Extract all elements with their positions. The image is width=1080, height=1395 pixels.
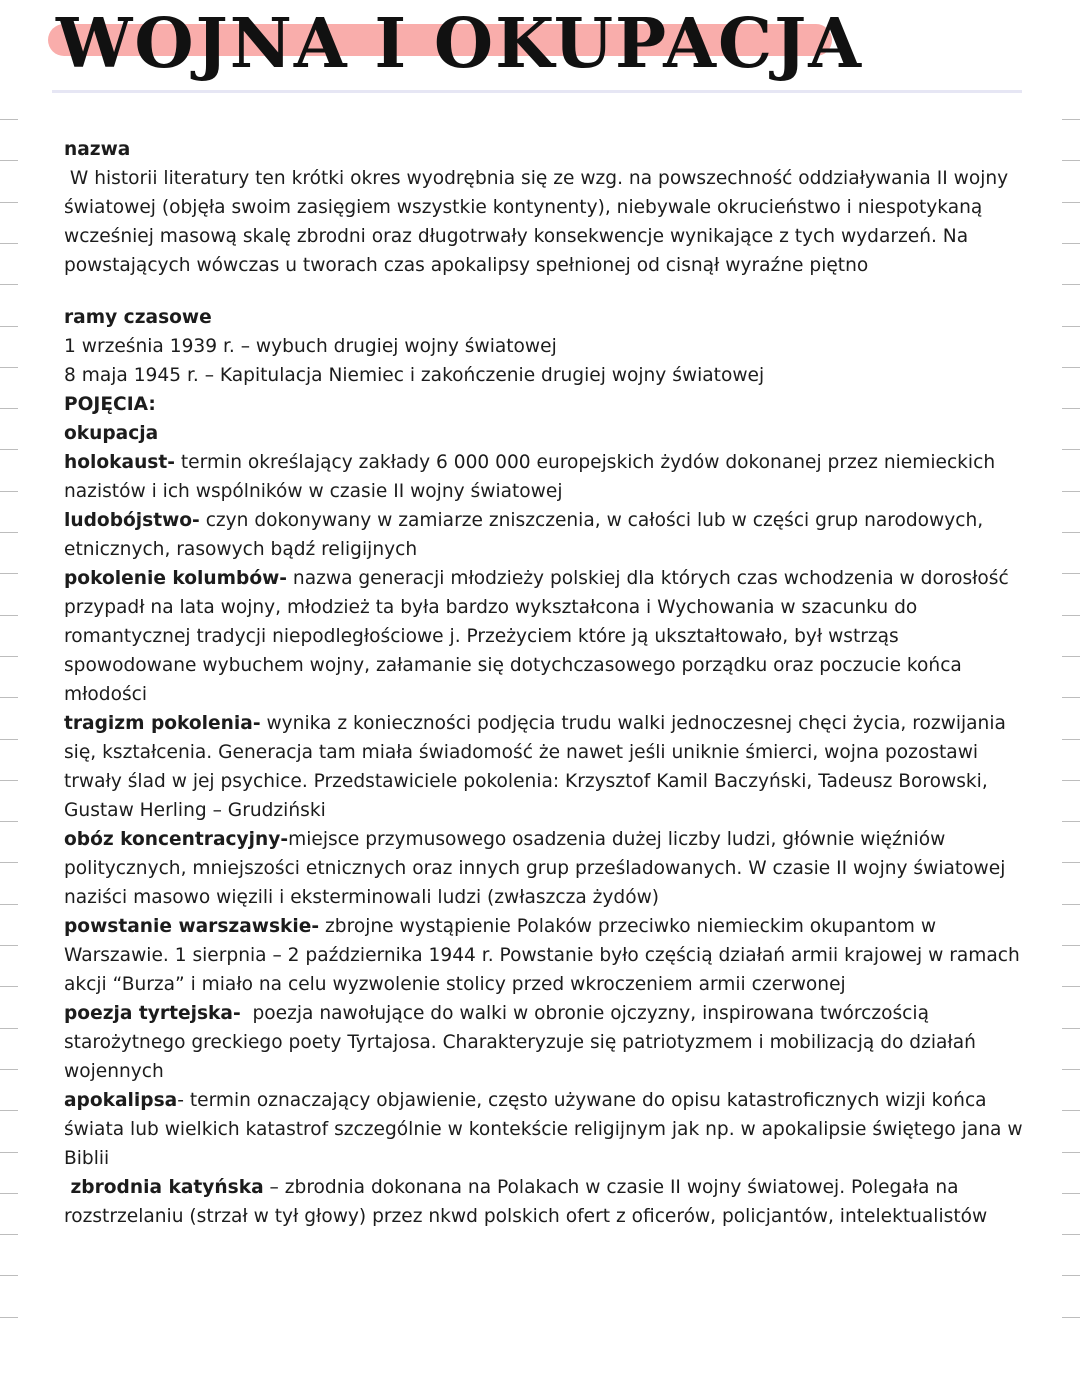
- margin-tick: [1062, 904, 1080, 905]
- margin-tick: [1062, 532, 1080, 533]
- margin-tick: [1062, 449, 1080, 450]
- margin-tick: [1062, 160, 1080, 161]
- section-label-nazwa: [64, 135, 1030, 164]
- ramy-line-2: 8 maja 1945 r. – Kapitulacja Niemiec i zakończenie drugiej wojny światowej: [64, 365, 765, 386]
- margin-tick: [0, 243, 18, 244]
- margin-tick: [1062, 1152, 1080, 1153]
- margin-tick: [1062, 656, 1080, 657]
- page-title: WOJNA I OKUPACJA: [56, 4, 864, 84]
- label-text: POJĘCIA:: [64, 394, 156, 415]
- margin-tick: [0, 1317, 18, 1318]
- ramy-line-1: 1 września 1939 r. – wybuch drugiej wojny światowej: [64, 336, 557, 357]
- term-name: pokolenie kolumbów-: [64, 568, 288, 589]
- margin-tick: [0, 326, 18, 327]
- term-entry: [64, 448, 1030, 506]
- margin-tick: [1062, 1234, 1080, 1235]
- margin-tick: [0, 697, 18, 698]
- margin-tick: [0, 284, 18, 285]
- margin-tick: [0, 1069, 18, 1070]
- term-definition: - termin oznaczający objawienie, często używane do opisu katastroficznych wizji końca świata lub wielkich katastrof szczególnie w kontekście religijnym jak np. w apokalipsie świętego jana w Biblii: [64, 1090, 1029, 1169]
- section-label-pojecia: [64, 390, 1030, 419]
- margin-tick: [0, 986, 18, 987]
- margin-tick: [0, 821, 18, 822]
- margin-tick: [0, 449, 18, 450]
- margin-tick: [1062, 862, 1080, 863]
- margin-tick: [1062, 1110, 1080, 1111]
- title-block: [48, 0, 864, 90]
- term-entry: [64, 999, 1030, 1086]
- margin-tick: [0, 1110, 18, 1111]
- margin-tick: [1062, 284, 1080, 285]
- margin-tick: [0, 1275, 18, 1276]
- margin-tick: [1062, 697, 1080, 698]
- margin-tick: [0, 573, 18, 574]
- margin-tick: [1062, 202, 1080, 203]
- nazwa-paragraph: W historii literatury ten krótki okres wyodrębnia się ze wzg. na powszechność oddziaływania II wojny światowej (objęła swoim zasięgiem wszystkie kontynenty), niebywale okrucieństwo i niespotykaną wcześniej masową skalę zbrodni oraz długotrwały konsekwencje wynikające z tych wydarzeń. Na powstających wówczas u tworach czas apokalipsy spełnionej od cisnął wyraźne piętno: [64, 168, 1015, 276]
- margin-tick: [0, 656, 18, 657]
- margin-tick: [0, 1193, 18, 1194]
- section-label-ramy: [64, 303, 1030, 332]
- margin-tick: [0, 1234, 18, 1235]
- term-entry: [64, 709, 1030, 825]
- margin-tick: [1062, 945, 1080, 946]
- margin-tick: [1062, 1028, 1080, 1029]
- margin-tick: [1062, 119, 1080, 120]
- term-definition: poezja nawołujące do walki w obronie ojczyzny, inspirowana twórczością starożytnego greckiego poety Tyrtajosa. Charakteryzuje się patriotyzmem i mobilizacją do działań wojennych: [64, 1003, 982, 1082]
- term-definition: termin określający zakłady 6 000 000 europejskich żydów dokonanej przez niemieckich nazistów i ich wspólników w czasie II wojny światowej: [64, 452, 1002, 502]
- term-definition: – zbrodnia dokonana na Polakach w czasie II wojny światowej. Polegała na rozstrzelaniu (strzał w tył głowy) przez nkwd polskich ofert z oficerów, policjantów, intelektualistów: [64, 1177, 988, 1227]
- margin-tick: [1062, 780, 1080, 781]
- term-definition: miejsce przymusowego osadzenia dużej liczby ludzi, głównie więźniów politycznych, mniejszości etnicznych oraz innych grup prześladowanych. W czasie II wojny światowej naziści masowo więzili i eksterminowali ludzi (zwłaszcza żydów): [64, 829, 1012, 908]
- term-definition: wynika z konieczności podjęcia trudu walki jednoczesnej chęci życia, rozwijania się, kształcenia. Generacja tam miała świadomość że nawet jeśli uniknie śmierci, wojna pozostawi trwały ślad w jej psychice. Przedstawiciele pokolenia: Krzysztof Kamil Baczyński, Tadeusz Borowski, Gustaw Herling – Grudziński: [64, 713, 1012, 821]
- term-entry: [64, 506, 1030, 564]
- margin-tick: [0, 367, 18, 368]
- term-entry: [64, 564, 1030, 709]
- term-entry: [64, 1086, 1030, 1173]
- title-divider: [52, 90, 1022, 93]
- term-name: okupacja: [64, 423, 159, 444]
- margin-tick: [1062, 491, 1080, 492]
- margin-tick: [1062, 821, 1080, 822]
- term-name: obóz koncentracyjny-: [64, 829, 289, 850]
- margin-tick: [1062, 1317, 1080, 1318]
- term-definition: nazwa generacji młodzieży polskiej dla których czas wchodzenia w dorosłość przypadł na lata wojny, młodzież ta była bardzo wykształcona i Wychowania w szacunku do romantycznej tradycji niepodległościowe j. Przeżyciem które ją ukształtowało, był wstrząs spowodowane wybuchem wojny, załamanie się dotychczasowego porządku oraz poczucie końca młodości: [64, 568, 1015, 705]
- term-name: ludobójstwo-: [64, 510, 200, 531]
- margin-tick: [1062, 573, 1080, 574]
- margin-tick: [0, 160, 18, 161]
- terms-list: [64, 419, 1030, 1231]
- margin-tick: [1062, 615, 1080, 616]
- margin-tick: [0, 491, 18, 492]
- term-definition: zbrojne wystąpienie Polaków przeciwko niemieckim okupantom w Warszawie. 1 sierpnia – 2 października 1944 r. Powstanie było częścią działań armii krajowej w ramach akcji “Burza” i miało na celu wyzwolenie stolicy przed wkroczeniem armii czerwonej: [64, 916, 1026, 995]
- margin-tick: [0, 615, 18, 616]
- term-name: poezja tyrtejska-: [64, 1003, 241, 1024]
- margin-tick: [1062, 1275, 1080, 1276]
- term-name: tragizm pokolenia-: [64, 713, 261, 734]
- term-name: zbrodnia katyńska: [64, 1177, 264, 1198]
- margin-tick: [1062, 243, 1080, 244]
- document-body: [64, 135, 1030, 1231]
- margin-tick: [0, 119, 18, 120]
- right-margin-ticks: [1062, 0, 1080, 1395]
- margin-tick: [0, 739, 18, 740]
- left-margin-ticks: [0, 0, 18, 1395]
- margin-tick: [0, 408, 18, 409]
- margin-tick: [1062, 1193, 1080, 1194]
- term-entry: [64, 1173, 1030, 1231]
- margin-tick: [0, 862, 18, 863]
- margin-tick: [0, 904, 18, 905]
- margin-tick: [0, 532, 18, 533]
- margin-tick: [1062, 739, 1080, 740]
- term-definition: czyn dokonywany w zamiarze zniszczenia, w całości lub w części grup narodowych, etnicznych, rasowych bądź religijnych: [64, 510, 990, 560]
- margin-tick: [0, 945, 18, 946]
- margin-tick: [1062, 367, 1080, 368]
- label-text: nazwa: [64, 139, 131, 160]
- term-name: powstanie warszawskie-: [64, 916, 320, 937]
- term-entry: [64, 825, 1030, 912]
- margin-tick: [0, 1028, 18, 1029]
- margin-tick: [0, 202, 18, 203]
- margin-tick: [1062, 1069, 1080, 1070]
- term-entry: [64, 419, 1030, 448]
- label-text: ramy czasowe: [64, 307, 212, 328]
- margin-tick: [1062, 326, 1080, 327]
- margin-tick: [0, 780, 18, 781]
- margin-tick: [1062, 986, 1080, 987]
- term-name: holokaust-: [64, 452, 175, 473]
- term-entry: [64, 912, 1030, 999]
- margin-tick: [1062, 408, 1080, 409]
- term-name: apokalipsa: [64, 1090, 178, 1111]
- margin-tick: [0, 1152, 18, 1153]
